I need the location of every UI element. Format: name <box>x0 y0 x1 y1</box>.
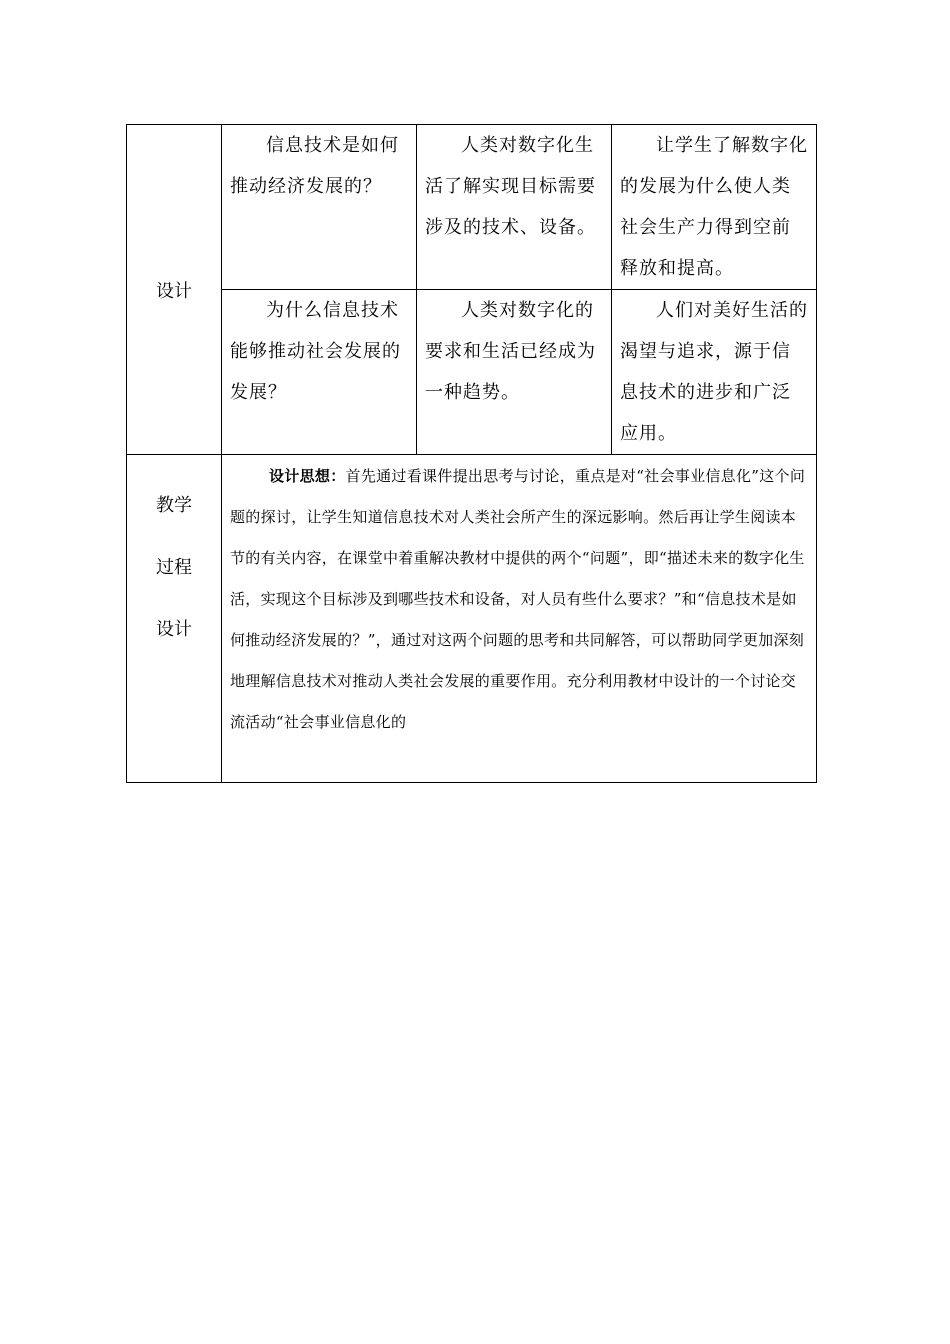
design-thinking-cell <box>222 455 817 783</box>
process-design-label <box>127 455 222 783</box>
design-thinking-label: 设计思想： <box>269 467 346 485</box>
goal-cell: 人们对美好生活的渴望与追求，源于信息技术的进步和广泛应用。 <box>612 290 817 455</box>
lesson-plan-table <box>126 124 817 783</box>
table-row <box>127 125 817 290</box>
design-thinking-text: 首先通过看课件提出思考与讨论，重点是对“社会事业信息化”这个问题的探讨，让学生知道信息技术对人类社会所产生的深远影响。然后再让学生阅读本节的有关内容，在课堂中着重解决教材中提供的两个“问题”，即“描述未来的数字化生活，实现这个目标涉及到哪些技术和设备，对人员有些什么要求？”和“信息技术是如何推动经济发展的？”，通过对这两个问题的思考和共同解答，可以帮助同学更加深刻地理解信息技术对推动人类社会发展的重要作用。充分利用教材中设计的一个讨论交流活动“社会事业信息化的 <box>230 467 806 731</box>
process-label-line: 教学 <box>156 495 192 516</box>
table-row <box>127 290 817 455</box>
process-label-line: 设计 <box>156 619 192 640</box>
requirement-cell: 人类对数字化生活了解实现目标需要涉及的技术、设备。 <box>417 125 612 290</box>
table-row <box>127 455 817 783</box>
question-cell: 信息技术是如何推动经济发展的？ <box>222 125 417 290</box>
process-label-line: 过程 <box>156 557 192 578</box>
design-label: 设计 <box>127 125 222 455</box>
goal-cell: 让学生了解数字化的发展为什么使人类社会生产力得到空前释放和提高。 <box>612 125 817 290</box>
requirement-cell: 人类对数字化的要求和生活已经成为一种趋势。 <box>417 290 612 455</box>
question-cell: 为什么信息技术能够推动社会发展的发展？ <box>222 290 417 455</box>
